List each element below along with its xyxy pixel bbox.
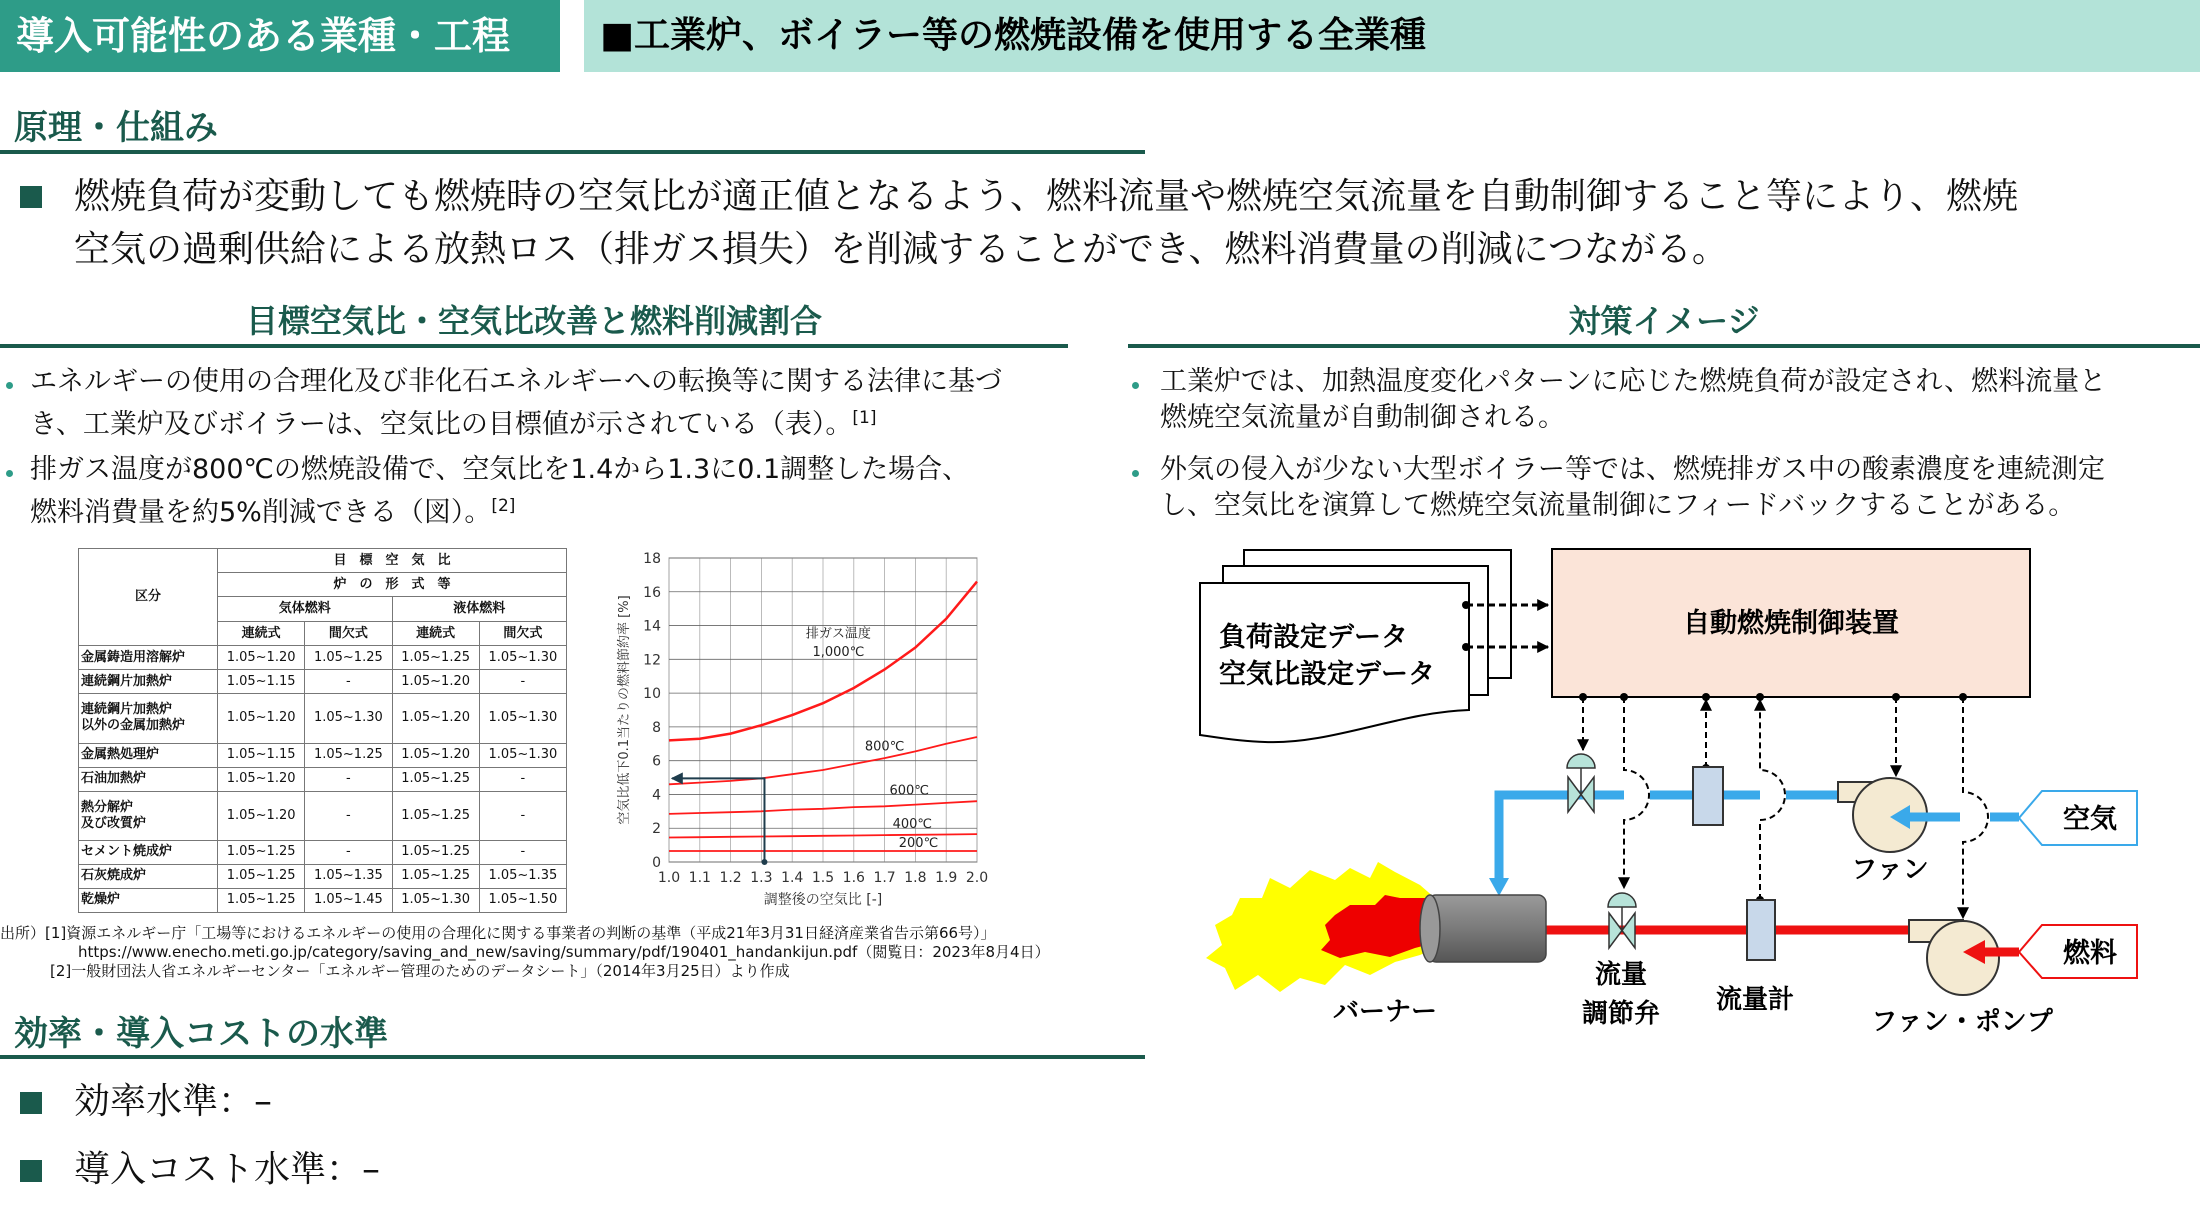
right-section-title: 対策イメージ xyxy=(1568,302,1760,340)
table-header: 炉 の 形 式 等 xyxy=(218,573,567,597)
row-label-line: 金属鋳造用溶解炉 xyxy=(81,649,186,665)
y-tick-label: 12 xyxy=(643,652,661,669)
fuel-fan-pump-icon xyxy=(1909,920,1999,995)
y-tick-label: 18 xyxy=(643,551,661,567)
row-label-line: 及び改質炉 xyxy=(81,815,147,831)
text-line: 工業炉では、加熱温度変化パターンに応じた燃焼負荷が設定され、燃料流量と xyxy=(1160,366,2107,397)
row-label-line: 連続鋼片加熱炉 xyxy=(81,673,173,689)
fuel-flow-control-valve-icon xyxy=(1608,893,1636,948)
table-cell: 1.05~1.25 xyxy=(305,646,392,670)
footnote: [2]一般財団法人省エネルギーセンター「エネルギー管理のためのデータシート」（2014年3月25日）より作成 xyxy=(50,962,790,980)
table-cell: 1.05~1.50 xyxy=(479,888,566,912)
text-line: し、空気比を演算して燃焼空気流量制御にフィードバックすることがある。 xyxy=(1160,490,2076,521)
text-line: 燃焼空気流量が自動制御される。 xyxy=(1160,402,1565,433)
row-label-line: 金属熱処理炉 xyxy=(81,747,160,763)
efficiency-title: 効率・導入コストの水準 xyxy=(14,1014,388,1054)
table-cell: 1.05~1.45 xyxy=(305,888,392,912)
annotation-point xyxy=(761,859,767,865)
air-inlet-arrow xyxy=(1890,805,2019,829)
y-tick-label: 10 xyxy=(643,686,661,703)
table-cell: - xyxy=(305,791,392,840)
table-cell: 1.05~1.30 xyxy=(479,694,566,743)
table-cell: - xyxy=(479,670,566,694)
table-cell: - xyxy=(305,670,392,694)
row-label-line: 石灰焼成炉 xyxy=(81,868,147,884)
x-tick-label: 1.1 xyxy=(688,870,711,886)
table-cell: 1.05~1.25 xyxy=(218,888,305,912)
table-header: 気体燃料 xyxy=(218,597,393,622)
table-cell: 1.05~1.20 xyxy=(392,743,479,767)
x-axis-label: 調整後の空気比 [-] xyxy=(763,892,883,908)
table-cell: - xyxy=(305,840,392,864)
category-value: ■工業炉、ボイラー等の燃焼設備を使用する全業種 xyxy=(584,0,2200,72)
x-tick-label: 1.9 xyxy=(935,870,958,886)
table-cell: 1.05~1.20 xyxy=(392,670,479,694)
text-line: エネルギーの使用の合理化及び非化石エネルギーへの転換等に関する法律に基づ xyxy=(30,366,1002,397)
fuel-flowmeter-icon xyxy=(1747,900,1775,960)
air-flowmeter-icon xyxy=(1693,767,1723,825)
table-cell: 1.05~1.15 xyxy=(218,743,305,767)
x-tick-label: 1.3 xyxy=(750,870,773,886)
reference: [2] xyxy=(491,496,516,516)
air-valve-icon xyxy=(1567,754,1595,812)
table-header: 液体燃料 xyxy=(392,597,567,622)
series-label: 200℃ xyxy=(898,835,939,851)
text-line: 燃料消費量を約5%削減できる（図）。 xyxy=(30,497,492,528)
table-cell: 1.05~1.20 xyxy=(218,694,305,743)
table-header: 区分 xyxy=(79,549,218,646)
y-tick-label: 16 xyxy=(643,584,661,601)
air-pipe xyxy=(1499,795,1840,885)
table-cell: 1.05~1.25 xyxy=(218,864,305,888)
fuel-label: 燃料 xyxy=(2063,938,2117,969)
footnote-url[interactable]: https://www.enecho.meti.go.jp/category/saving_and_new/saving/summary/pdf/190401_handankijun.pdf（閲覧日：2023年8月4日） xyxy=(78,943,1050,961)
table-cell: 1.05~1.20 xyxy=(218,767,305,791)
category-label: 導入可能性のある業種・工程 xyxy=(0,0,560,72)
row-label-line: 連続鋼片加熱炉 xyxy=(81,702,173,718)
principle-title: 原理・仕組み xyxy=(14,108,218,148)
table-header: 間欠式 xyxy=(305,622,392,646)
table-cell: 1.05~1.35 xyxy=(305,864,392,888)
table-cell: 1.05~1.20 xyxy=(218,646,305,670)
control-diagram xyxy=(1200,549,2137,1037)
left-section-title: 目標空気比・空気比改善と燃料削減割合 xyxy=(245,302,822,340)
x-tick-label: 1.4 xyxy=(781,870,804,886)
table-cell: 1.05~1.30 xyxy=(479,646,566,670)
x-tick-label: 1.6 xyxy=(842,870,865,886)
table-cell: 1.05~1.35 xyxy=(479,864,566,888)
fan-label: ファン xyxy=(1851,855,1929,885)
table-cell: 1.05~1.15 xyxy=(218,670,305,694)
table-cell: 1.05~1.25 xyxy=(392,646,479,670)
table-header: 目 標 空 気 比 xyxy=(218,549,567,573)
table-cell: - xyxy=(305,767,392,791)
text-line: 燃焼負荷が変動しても燃焼時の空気比が適正値となるよう、燃料流量や燃焼空気流量を自動制御すること等により、燃焼 xyxy=(74,176,2019,217)
x-tick-label: 1.8 xyxy=(904,870,927,886)
burner-label: バーナー xyxy=(1332,997,1438,1027)
y-tick-label: 8 xyxy=(652,719,661,736)
arrow-down-icon xyxy=(1489,878,1509,896)
table-cell: 1.05~1.30 xyxy=(305,694,392,743)
table-cell: 1.05~1.25 xyxy=(392,864,479,888)
table-cell: - xyxy=(479,840,566,864)
x-tick-label: 1.7 xyxy=(873,870,896,886)
footnote: 出所）[1]資源エネルギー庁「工場等におけるエネルギーの使用の合理化に関する事業者の判断の基準（平成21年3月31日経済産業省告示第66号）」 xyxy=(0,924,996,942)
series-label: 400℃ xyxy=(892,817,933,833)
table-cell: 1.05~1.30 xyxy=(392,888,479,912)
row-label-line: 熱分解炉 xyxy=(81,799,134,815)
row-label-line: 石油加熱炉 xyxy=(81,771,147,787)
row-label-line: セメント焼成炉 xyxy=(81,844,173,860)
series-label: 800℃ xyxy=(864,739,905,755)
table-cell: 1.05~1.25 xyxy=(392,767,479,791)
series-label: 600℃ xyxy=(889,783,929,799)
table-cell: 1.05~1.25 xyxy=(392,840,479,864)
text-line: き、工業炉及びボイラーは、空気比の目標値が示されている（表）。 xyxy=(30,409,853,440)
fan-pump-label: ファン・ポンプ xyxy=(1871,1007,2053,1037)
table-header: 連続式 xyxy=(392,622,479,646)
table-header: 間欠式 xyxy=(479,622,566,646)
text-line: 外気の侵入が少ない大型ボイラー等では、燃焼排ガス中の酸素濃度を連続測定 xyxy=(1160,454,2105,485)
air-label: 空気 xyxy=(2063,804,2117,835)
x-tick-label: 1.5 xyxy=(811,870,835,886)
row-label-line: 乾燥炉 xyxy=(81,892,121,908)
table-cell: 1.05~1.25 xyxy=(218,840,305,864)
y-axis-label: 空気比低下0.1当たりの燃料節約率 [%] xyxy=(617,595,632,825)
y-tick-label: 6 xyxy=(652,753,661,770)
air-ratio-data-label: 空気比設定データ xyxy=(1219,659,1435,690)
x-tick-label: 1.2 xyxy=(719,870,742,886)
y-tick-label: 14 xyxy=(643,618,661,635)
text-line: 排ガス温度が800℃の燃焼設備で、空気比を1.4から1.3に0.1調整した場合、 xyxy=(30,454,970,485)
valve-label: 流量 xyxy=(1594,960,1648,990)
table-cell: - xyxy=(479,767,566,791)
series-label-prefix: 排ガス温度 xyxy=(805,626,871,642)
series-label: 1,000℃ xyxy=(812,644,865,660)
load-data-label: 負荷設定データ xyxy=(1219,622,1408,653)
controller-label: 自動燃焼制御装置 xyxy=(1683,608,1899,639)
table-cell: 1.05~1.30 xyxy=(479,743,566,767)
y-tick-label: 2 xyxy=(652,821,661,838)
y-tick-label: 4 xyxy=(652,787,661,804)
fuel-saving-chart xyxy=(616,551,988,908)
x-tick-label: 1.0 xyxy=(657,870,681,886)
valve-label: 調節弁 xyxy=(1581,999,1661,1029)
table-cell: - xyxy=(479,791,566,840)
flowmeter-label: 流量計 xyxy=(1715,985,1795,1015)
efficiency-level: 効率水準：– xyxy=(74,1081,273,1122)
table-cell: 1.05~1.25 xyxy=(305,743,392,767)
table-cell: 1.05~1.25 xyxy=(392,791,479,840)
text-line: 空気の過剰供給による放熱ロス（排ガス損失）を削減することができ、燃料消費量の削減につながる。 xyxy=(74,229,1728,270)
table-cell: 1.05~1.20 xyxy=(392,694,479,743)
y-tick-label: 0 xyxy=(652,855,661,871)
table-header: 連続式 xyxy=(218,622,305,646)
cost-level: 導入コスト水準：– xyxy=(74,1149,381,1190)
reference: [1] xyxy=(852,408,877,428)
row-label-line: 以外の金属加熱炉 xyxy=(81,718,186,734)
table-cell: 1.05~1.20 xyxy=(218,791,305,840)
x-tick-label: 2.0 xyxy=(965,870,989,886)
